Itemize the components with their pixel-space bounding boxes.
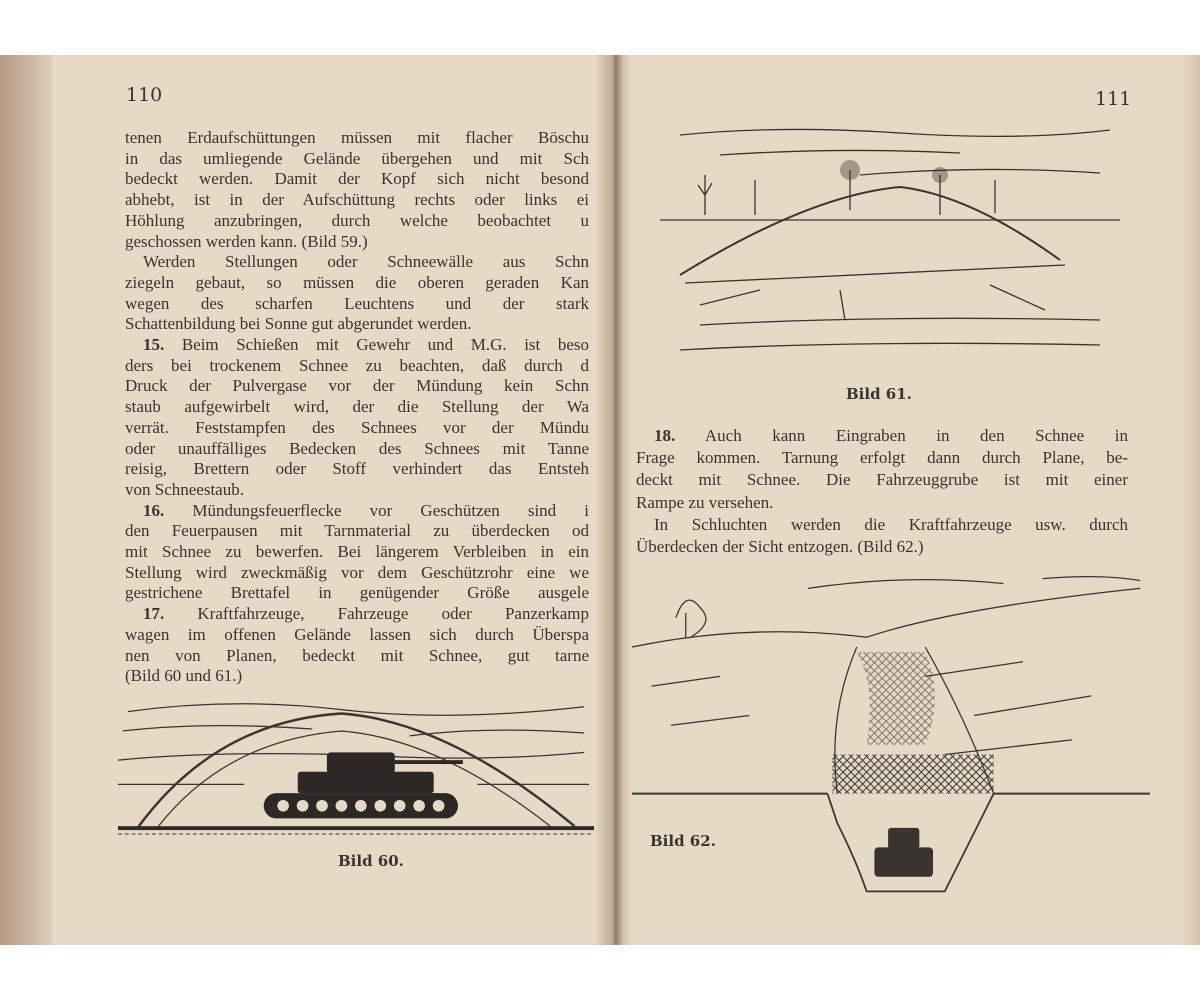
text-line bbox=[125, 501, 589, 521]
figure-61-caption: Bild 61. bbox=[846, 385, 912, 403]
text-line-content: oder unauffälliges Bedecken des Schnees mit Tanne bbox=[125, 438, 589, 458]
text-line bbox=[125, 356, 589, 376]
text-line bbox=[636, 537, 1128, 557]
text-line-content: (Bild 60 und 61.) bbox=[125, 666, 243, 686]
text-line bbox=[125, 211, 589, 231]
text-line-content: staub aufgewirbelt wird, der die Stellung der Wa bbox=[125, 397, 589, 417]
text-line bbox=[125, 252, 589, 272]
text-line bbox=[125, 273, 589, 293]
text-line bbox=[636, 493, 1128, 513]
figure-61-covered-vehicle bbox=[660, 125, 1120, 365]
text-line bbox=[125, 542, 589, 562]
text-line-content: Werden Stellungen oder Schneewälle aus Schn bbox=[143, 252, 589, 272]
text-line bbox=[636, 470, 1128, 490]
text-line bbox=[636, 426, 1128, 446]
text-line bbox=[125, 169, 589, 189]
text-line bbox=[125, 314, 589, 334]
text-line-content: Stellung wird zweckmäßig vor dem Geschützrohr eine we bbox=[125, 562, 589, 582]
text-line-content: nen von Planen, bedeckt mit Schnee, gut tarne bbox=[125, 645, 589, 665]
text-line bbox=[636, 448, 1128, 468]
book-edge-right bbox=[1180, 55, 1200, 945]
text-line-content: bedeckt werden. Damit der Kopf sich nicht besond bbox=[125, 169, 589, 189]
text-line bbox=[125, 646, 589, 666]
text-line bbox=[125, 418, 589, 438]
text-line-content: Druck der Pulvergase vor der Mündung kein Schn bbox=[125, 376, 589, 396]
text-line-content: in das umliegende Gelände übergehen und mit Sch bbox=[125, 148, 589, 168]
text-line-content: Mündungsfeuerflecke vor Geschützen sind i bbox=[192, 500, 590, 520]
text-line-content: den Feuerpausen mit Tarnmaterial zu überdecken od bbox=[125, 521, 589, 541]
figure-60-caption: Bild 60. bbox=[338, 852, 404, 870]
page-number-right: 111 bbox=[1095, 88, 1132, 110]
text-line bbox=[125, 335, 589, 355]
text-line-content: Kraftfahrzeuge, Fahrzeuge oder Panzerkamp bbox=[197, 604, 589, 624]
text-line bbox=[125, 666, 589, 686]
text-line bbox=[125, 604, 589, 624]
text-line-content: ders bei trockenem Schnee zu beachten, daß durch d bbox=[125, 355, 589, 375]
text-line-content: mit Schnee zu bewerfen. Bei längerem Verbleiben in ein bbox=[125, 542, 589, 561]
section-number: 17. bbox=[143, 604, 165, 624]
text-line-content: Rampe zu versehen. bbox=[636, 492, 774, 512]
text-line-content: wagen im offenen Gelände lassen sich durch Überspa bbox=[125, 624, 589, 644]
figure-60-tank-under-snow bbox=[118, 690, 594, 840]
text-line bbox=[125, 439, 589, 459]
book-gutter bbox=[596, 55, 632, 945]
section-number: 18. bbox=[654, 426, 676, 445]
text-line bbox=[125, 397, 589, 417]
section-number: 16. bbox=[143, 500, 165, 520]
figure-62-ravine-vehicle bbox=[632, 565, 1150, 905]
text-line-content: gestrichene Brettafel in genügender Größe ausgele bbox=[125, 583, 589, 603]
section-number: 15. bbox=[143, 335, 165, 354]
text-line bbox=[125, 376, 589, 396]
text-line bbox=[125, 190, 589, 210]
text-line-content: deckt mit Schnee. Die Fahrzeuggrube ist mit einer bbox=[636, 470, 1128, 490]
text-line bbox=[125, 294, 589, 314]
text-line-content: abhebt, ist in der Aufschüttung rechts oder links ei bbox=[125, 190, 589, 210]
text-line-content: Überdecken der Sicht entzogen. (Bild 62.) bbox=[636, 537, 924, 556]
text-line-content: Auch kann Eingraben in den Schnee in bbox=[704, 426, 1129, 445]
page-number-left: 110 bbox=[126, 84, 163, 106]
text-line bbox=[125, 480, 589, 500]
text-line-content: von Schneestaub. bbox=[125, 479, 244, 499]
text-line-content: In Schluchten werden die Kraftfahrzeuge usw. durch bbox=[654, 514, 1128, 534]
text-line bbox=[636, 515, 1128, 535]
text-line bbox=[125, 149, 589, 169]
text-line bbox=[125, 521, 589, 541]
text-line bbox=[125, 232, 589, 252]
text-line bbox=[125, 625, 589, 645]
text-line bbox=[125, 583, 589, 603]
text-line-content: verrät. Feststampfen des Schnees vor der Mündu bbox=[125, 417, 589, 437]
text-line bbox=[125, 459, 589, 479]
text-line bbox=[125, 563, 589, 583]
book-edge bbox=[0, 55, 52, 945]
text-line-content: Schattenbildung bei Sonne gut abgerundet werden. bbox=[125, 314, 472, 334]
text-line-content: Höhlung anzubringen, durch welche beobachtet u bbox=[125, 210, 589, 230]
text-line-content: Frage kommen. Tarnung erfolgt dann durch Plane, be- bbox=[636, 448, 1128, 468]
text-line-content: tenen Erdaufschüttungen müssen mit flacher Böschu bbox=[125, 128, 589, 147]
text-line-content: Beim Schießen mit Gewehr und M.G. ist beso bbox=[181, 335, 589, 354]
text-line-content: wegen des scharfen Leuchtens und der stark bbox=[125, 293, 589, 313]
text-line-content: geschossen werden kann. (Bild 59.) bbox=[125, 231, 368, 251]
text-line bbox=[125, 128, 589, 148]
figure-62-caption: Bild 62. bbox=[650, 832, 716, 850]
text-line-content: reisig, Brettern oder Stoff verhindert das Entsteh bbox=[125, 459, 589, 479]
text-line-content: ziegeln gebaut, so müssen die oberen geraden Kan bbox=[125, 272, 589, 292]
